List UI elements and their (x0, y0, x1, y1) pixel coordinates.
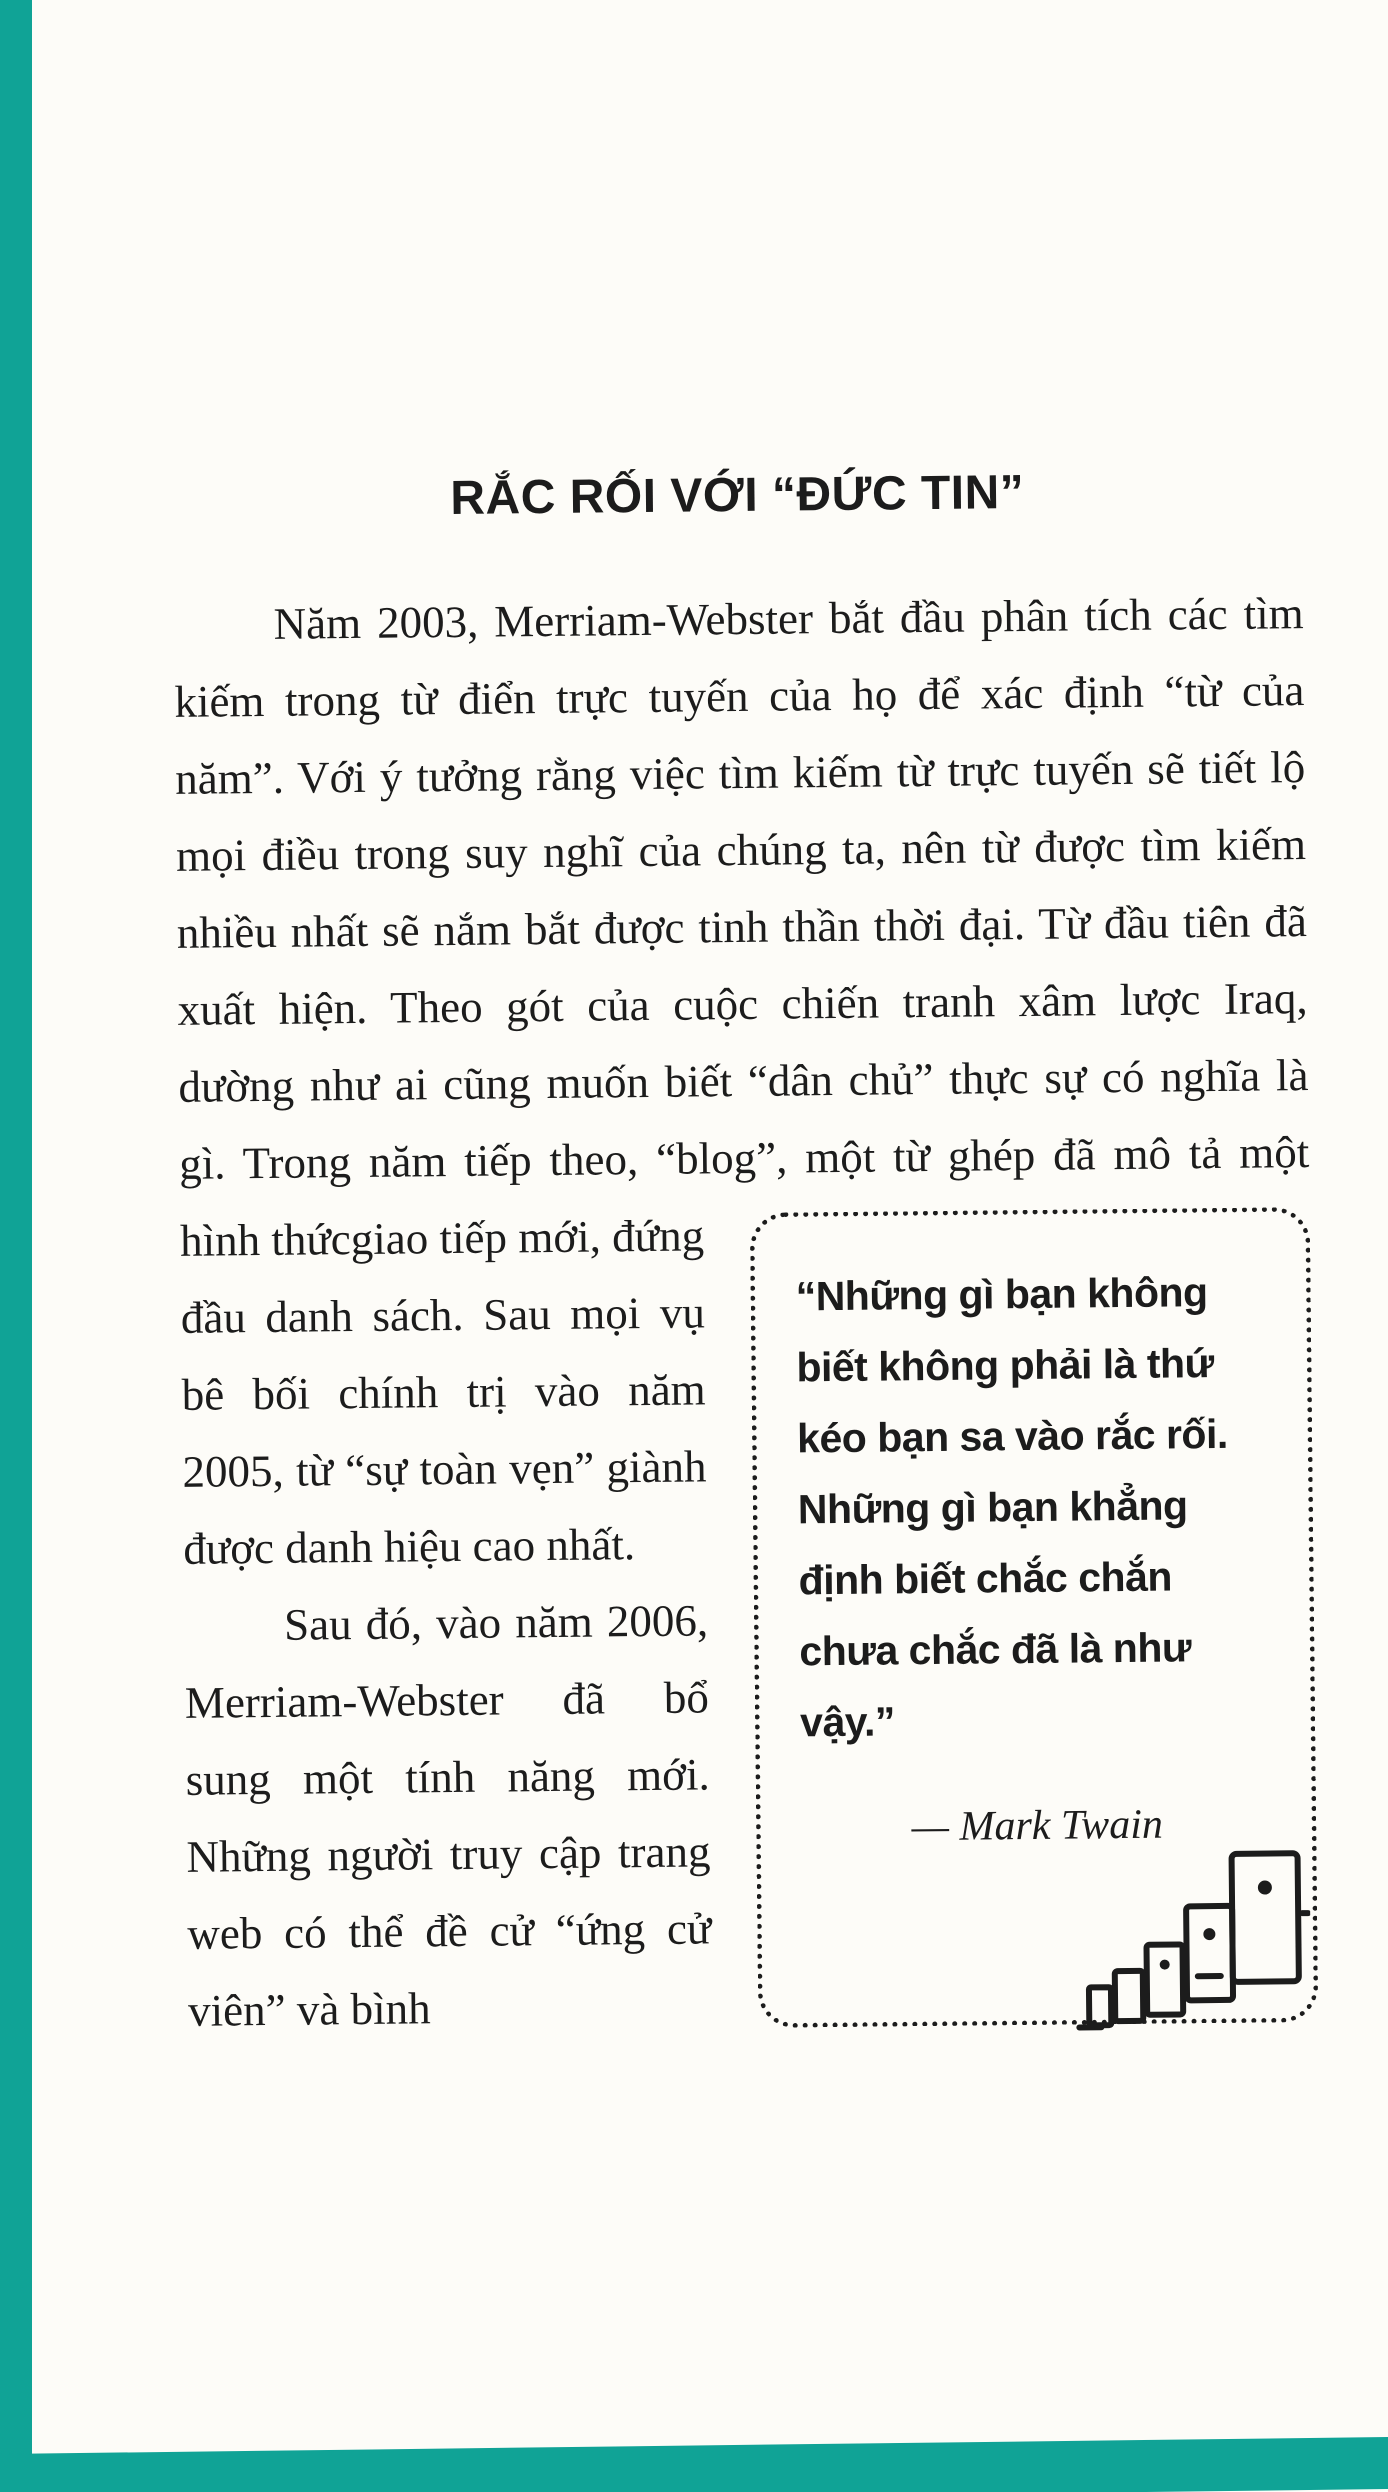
section-title: RẮC RỐI VỚI “ĐỨC TIN” (450, 465, 1025, 526)
left-cover-edge (0, 0, 32, 2492)
quote-text: “Những gì bạn không biết không phải là thứ kéo bạn sa vào rắc rối. Những gì bạn khẳng định biết chắc chắn chưa chắc đã là như vậy.” (795, 1269, 1228, 1746)
paragraph-1-part-b: giao tiếp mới, đứng đầu danh sách. Sau mọi vụ bê bối chính trị vào năm 2005, từ “sự toàn vẹn” giành được danh hiệu cao nhất. (180, 1210, 707, 1574)
page-content (172, 462, 1318, 2052)
paragraph-1-part-a: Năm 2003, Merriam-Webster bắt đầu phân tích các tìm kiếm trong từ điển trực tuyến của họ để xác định “từ của năm”. Với ý tưởng rằng việc tìm kiếm từ trực tuyến sẽ tiết lộ mọi điều trong suy nghĩ của chúng ta, nên từ được tìm kiếm nhiều nhất sẽ nắm bắt được tinh thần thời đại. Từ đầu tiên đã xuất hiện. Theo gót của cuộc chiến tranh xâm lược Iraq, dường như ai cũng muốn biết “dân chủ” thực sự có nghĩa là gì. Trong năm tiếp theo, “blog”, một từ ghép đã mô tả một hình thức (174, 588, 1310, 1266)
quote-attribution: — Mark Twain (911, 1801, 1164, 1851)
books-doodle-icon (1069, 1843, 1311, 2036)
paragraph-2: Sau đó, vào năm 2006, Merriam-Webster đã bổ sung một tính năng mới. Những người truy cập trang web có thể đề cử “ứng cử viên” và bình (184, 1595, 712, 2036)
quote-box (750, 1207, 1319, 2028)
bottom-cover-edge (0, 2437, 1388, 2492)
